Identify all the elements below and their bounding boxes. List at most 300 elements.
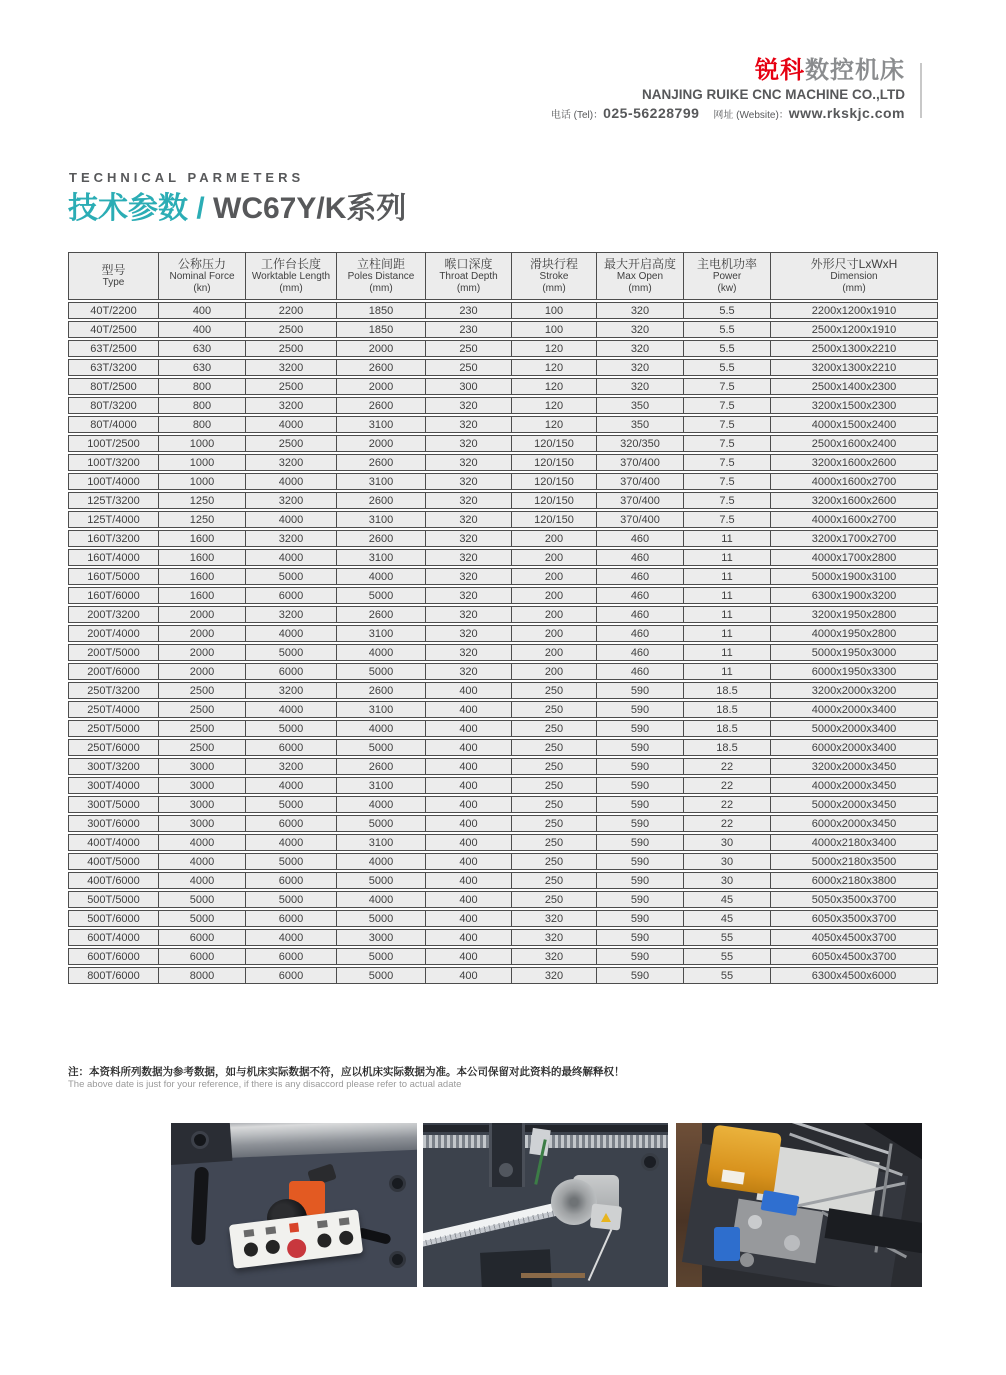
cell-worktable-length: 6000 — [245, 739, 336, 756]
corner-bracket-shape — [171, 1123, 232, 1165]
cell-max-open: 350 — [596, 397, 683, 414]
cell-poles-distance: 5000 — [336, 948, 425, 965]
cell-worktable-length: 4000 — [245, 701, 336, 718]
cell-worktable-length: 2500 — [245, 340, 336, 357]
cell-dimension: 5000x1950x3000 — [770, 644, 938, 661]
cell-poles-distance: 2600 — [336, 758, 425, 775]
cell-type: 63T/2500 — [68, 340, 158, 357]
pipe-shape — [821, 1211, 907, 1259]
cell-poles-distance: 2600 — [336, 454, 425, 471]
cell-nominal-force: 630 — [158, 359, 245, 376]
cell-throat-depth: 320 — [425, 530, 511, 547]
cell-stroke: 320 — [511, 948, 596, 965]
cell-type: 800T/6000 — [68, 967, 158, 984]
table-row — [68, 530, 938, 547]
cell-worktable-length: 6000 — [245, 587, 336, 604]
cell-worktable-length: 4000 — [245, 511, 336, 528]
cell-worktable-length: 4000 — [245, 777, 336, 794]
photo-backgauge-motor — [423, 1123, 668, 1287]
cell-dimension: 4000x2000x3400 — [770, 701, 938, 718]
motor-body-shape — [573, 1175, 619, 1215]
cell-throat-depth: 320 — [425, 568, 511, 585]
cell-dimension: 3200x1600x2600 — [770, 492, 938, 509]
cell-nominal-force: 1250 — [158, 511, 245, 528]
cell-poles-distance: 5000 — [336, 587, 425, 604]
cell-poles-distance: 3100 — [336, 511, 425, 528]
cell-poles-distance: 2600 — [336, 682, 425, 699]
cell-poles-distance: 5000 — [336, 663, 425, 680]
cell-stroke: 100 — [511, 321, 596, 338]
cell-throat-depth: 320 — [425, 644, 511, 661]
cell-poles-distance: 5000 — [336, 739, 425, 756]
cell-power: 11 — [683, 530, 770, 547]
green-wire-shape — [534, 1139, 546, 1185]
table-row — [68, 378, 938, 395]
cell-max-open: 590 — [596, 853, 683, 870]
table-row — [68, 302, 938, 319]
cell-throat-depth: 400 — [425, 701, 511, 718]
cell-type: 250T/5000 — [68, 720, 158, 737]
pipe-shape — [774, 1123, 889, 1154]
cell-nominal-force: 1600 — [158, 587, 245, 604]
cell-type: 160T/6000 — [68, 587, 158, 604]
cell-type: 200T/5000 — [68, 644, 158, 661]
cell-dimension: 6000x1950x3300 — [770, 663, 938, 680]
cell-max-open: 590 — [596, 682, 683, 699]
cell-stroke: 200 — [511, 530, 596, 547]
cell-dimension: 3200x1500x2300 — [770, 397, 938, 414]
cell-poles-distance: 1850 — [336, 302, 425, 319]
cell-stroke: 200 — [511, 663, 596, 680]
cell-max-open: 320 — [596, 340, 683, 357]
cell-worktable-length: 5000 — [245, 891, 336, 908]
cell-worktable-length: 4000 — [245, 549, 336, 566]
cell-power: 7.5 — [683, 435, 770, 452]
cell-power: 22 — [683, 815, 770, 832]
cell-throat-depth: 400 — [425, 967, 511, 984]
cell-power: 30 — [683, 853, 770, 870]
floor-shape — [676, 1123, 702, 1287]
cell-worktable-length: 3200 — [245, 492, 336, 509]
cell-power: 11 — [683, 625, 770, 642]
cell-max-open: 590 — [596, 967, 683, 984]
cell-dimension: 6050x3500x3700 — [770, 910, 938, 927]
cell-stroke: 250 — [511, 872, 596, 889]
table-row — [68, 587, 938, 604]
cell-worktable-length: 5000 — [245, 720, 336, 737]
table-row — [68, 435, 938, 452]
cell-stroke: 250 — [511, 891, 596, 908]
lower-panel-shape — [480, 1249, 552, 1287]
cell-throat-depth: 320 — [425, 435, 511, 452]
valve-manifold-shape — [730, 1199, 823, 1264]
cell-poles-distance: 2600 — [336, 530, 425, 547]
photo-hydraulic-system — [676, 1123, 922, 1287]
column-header-worktable-length: 工作台长度 Worktable Length (mm) — [245, 252, 336, 300]
table-row — [68, 568, 938, 585]
cell-type: 40T/2200 — [68, 302, 158, 319]
cell-type: 160T/3200 — [68, 530, 158, 547]
cell-type: 500T/5000 — [68, 891, 158, 908]
table-row — [68, 682, 938, 699]
cell-type: 125T/4000 — [68, 511, 158, 528]
cell-throat-depth: 320 — [425, 625, 511, 642]
linear-scale-shape — [423, 1190, 612, 1252]
cell-worktable-length: 5000 — [245, 568, 336, 585]
cell-nominal-force: 1600 — [158, 530, 245, 547]
table-row — [68, 321, 938, 338]
cell-type: 250T/6000 — [68, 739, 158, 756]
table-row — [68, 359, 938, 376]
tel-value: 025-56228799 — [603, 105, 700, 121]
cell-max-open: 590 — [596, 739, 683, 756]
cell-worktable-length: 3200 — [245, 758, 336, 775]
cell-type: 160T/5000 — [68, 568, 158, 585]
cell-dimension: 3200x1700x2700 — [770, 530, 938, 547]
cell-type: 400T/4000 — [68, 834, 158, 851]
cell-poles-distance: 2600 — [336, 397, 425, 414]
cell-dimension: 6300x4500x6000 — [770, 967, 938, 984]
cell-dimension: 5050x3500x3700 — [770, 891, 938, 908]
cell-poles-distance: 4000 — [336, 568, 425, 585]
cell-throat-depth: 400 — [425, 720, 511, 737]
cell-max-open: 460 — [596, 568, 683, 585]
cell-nominal-force: 2500 — [158, 739, 245, 756]
cell-worktable-length: 5000 — [245, 644, 336, 661]
cell-nominal-force: 4000 — [158, 853, 245, 870]
cell-poles-distance: 5000 — [336, 872, 425, 889]
cell-nominal-force: 2000 — [158, 606, 245, 623]
cell-type: 80T/2500 — [68, 378, 158, 395]
cell-power: 11 — [683, 644, 770, 661]
cell-worktable-length: 4000 — [245, 473, 336, 490]
cell-power: 7.5 — [683, 416, 770, 433]
cell-max-open: 460 — [596, 587, 683, 604]
cell-type: 250T/3200 — [68, 682, 158, 699]
table-row — [68, 644, 938, 661]
cell-nominal-force: 800 — [158, 416, 245, 433]
cell-poles-distance: 2000 — [336, 435, 425, 452]
cell-power: 7.5 — [683, 454, 770, 471]
button-panel-shape — [229, 1209, 363, 1269]
cell-worktable-length: 3200 — [245, 454, 336, 471]
cell-stroke: 250 — [511, 796, 596, 813]
cell-nominal-force: 4000 — [158, 834, 245, 851]
blue-solenoid-shape — [761, 1190, 800, 1216]
cell-nominal-force: 2500 — [158, 720, 245, 737]
cell-stroke: 120/150 — [511, 454, 596, 471]
cell-dimension: 4000x1600x2700 — [770, 511, 938, 528]
lead-screw-shape — [423, 1135, 668, 1148]
cell-throat-depth: 320 — [425, 606, 511, 623]
cell-stroke: 100 — [511, 302, 596, 319]
frame-beam-shape — [827, 1123, 922, 1169]
table-row — [68, 416, 938, 433]
table-row — [68, 967, 938, 984]
table-row — [68, 929, 938, 946]
technical-parameters-table — [68, 250, 938, 986]
cell-poles-distance: 5000 — [336, 967, 425, 984]
table-row — [68, 663, 938, 680]
cell-poles-distance: 3100 — [336, 549, 425, 566]
cell-nominal-force: 8000 — [158, 967, 245, 984]
cell-dimension: 4000x1500x2400 — [770, 416, 938, 433]
cell-type: 200T/6000 — [68, 663, 158, 680]
junction-box-shape — [590, 1203, 622, 1230]
cell-nominal-force: 6000 — [158, 948, 245, 965]
cell-max-open: 350 — [596, 416, 683, 433]
cell-nominal-force: 2500 — [158, 701, 245, 718]
cell-worktable-length: 2500 — [245, 321, 336, 338]
column-header-poles-distance: 立柱间距 Poles Distance (mm) — [336, 252, 425, 300]
website-label: 网址 (Website)： — [713, 110, 789, 121]
table-row — [68, 473, 938, 490]
bolt-shape — [499, 1163, 513, 1177]
cell-stroke: 120 — [511, 378, 596, 395]
cell-throat-depth: 400 — [425, 739, 511, 756]
table-row — [68, 625, 938, 642]
cell-power: 30 — [683, 872, 770, 889]
cell-power: 11 — [683, 587, 770, 604]
cable-shape — [356, 1227, 391, 1245]
cell-dimension: 2200x1200x1910 — [770, 302, 938, 319]
photo-control-pendant — [171, 1123, 417, 1287]
cell-stroke: 120/150 — [511, 492, 596, 509]
brand-logo-cn-gray: 数控机床 — [805, 57, 905, 84]
cell-worktable-length: 3200 — [245, 397, 336, 414]
cell-poles-distance: 1850 — [336, 321, 425, 338]
cell-worktable-length: 2200 — [245, 302, 336, 319]
cell-worktable-length: 6000 — [245, 967, 336, 984]
cell-type: 125T/3200 — [68, 492, 158, 509]
brand-logo-cn-red: 锐科 — [755, 57, 805, 84]
cell-max-open: 460 — [596, 530, 683, 547]
section-eyebrow: TECHNICAL PARMETERS — [69, 170, 305, 185]
table-row — [68, 720, 938, 737]
cell-power: 5.5 — [683, 302, 770, 319]
cell-stroke: 120/150 — [511, 435, 596, 452]
cell-power: 18.5 — [683, 720, 770, 737]
cell-max-open: 460 — [596, 644, 683, 661]
cell-max-open: 460 — [596, 625, 683, 642]
cell-type: 400T/5000 — [68, 853, 158, 870]
cell-poles-distance: 3000 — [336, 929, 425, 946]
pump-label-shape — [721, 1170, 744, 1185]
cell-nominal-force: 3000 — [158, 777, 245, 794]
cell-power: 5.5 — [683, 359, 770, 376]
cell-throat-depth: 250 — [425, 359, 511, 376]
table-row — [68, 815, 938, 832]
cell-poles-distance: 4000 — [336, 644, 425, 661]
cell-type: 300T/4000 — [68, 777, 158, 794]
cell-stroke: 250 — [511, 777, 596, 794]
cell-nominal-force: 800 — [158, 397, 245, 414]
cell-throat-depth: 250 — [425, 340, 511, 357]
cell-worktable-length: 4000 — [245, 625, 336, 642]
cell-worktable-length: 4000 — [245, 929, 336, 946]
cell-dimension: 4000x1600x2700 — [770, 473, 938, 490]
table-row — [68, 397, 938, 414]
cell-type: 300T/5000 — [68, 796, 158, 813]
cell-stroke: 250 — [511, 701, 596, 718]
cell-throat-depth: 400 — [425, 872, 511, 889]
cell-poles-distance: 4000 — [336, 720, 425, 737]
brand-header — [551, 57, 905, 121]
table-row — [68, 910, 938, 927]
footnote-en: The above date is just for your reference, if there is any disaccord please refer to actual adate — [68, 1079, 462, 1090]
cell-stroke: 120 — [511, 416, 596, 433]
table-row — [68, 606, 938, 623]
cell-poles-distance: 3100 — [336, 834, 425, 851]
cell-worktable-length: 3200 — [245, 606, 336, 623]
cell-power: 18.5 — [683, 682, 770, 699]
cell-stroke: 320 — [511, 929, 596, 946]
machine-beam-shape — [171, 1123, 417, 1161]
cell-nominal-force: 800 — [158, 378, 245, 395]
cell-stroke: 250 — [511, 739, 596, 756]
bolt-shape — [191, 1131, 209, 1149]
cell-throat-depth: 320 — [425, 549, 511, 566]
contact-line — [551, 105, 905, 121]
cell-power: 5.5 — [683, 321, 770, 338]
cell-throat-depth: 320 — [425, 416, 511, 433]
table-row — [68, 511, 938, 528]
cell-poles-distance: 5000 — [336, 910, 425, 927]
cell-dimension: 6000x2000x3450 — [770, 815, 938, 832]
cell-dimension: 4000x2000x3450 — [770, 777, 938, 794]
cell-type: 600T/4000 — [68, 929, 158, 946]
cell-throat-depth: 230 — [425, 321, 511, 338]
blue-solenoid-shape — [714, 1227, 740, 1261]
cell-poles-distance: 3100 — [336, 701, 425, 718]
cell-throat-depth: 320 — [425, 397, 511, 414]
cell-poles-distance: 3100 — [336, 777, 425, 794]
cell-nominal-force: 1000 — [158, 454, 245, 471]
cell-nominal-force: 5000 — [158, 891, 245, 908]
cell-dimension: 3200x2000x3450 — [770, 758, 938, 775]
table-row — [68, 549, 938, 566]
cell-max-open: 370/400 — [596, 454, 683, 471]
cell-dimension: 5000x1900x3100 — [770, 568, 938, 585]
cell-stroke: 120/150 — [511, 473, 596, 490]
cell-dimension: 6000x2180x3800 — [770, 872, 938, 889]
cell-worktable-length: 6000 — [245, 910, 336, 927]
cell-max-open: 370/400 — [596, 511, 683, 528]
cell-dimension: 2500x1400x2300 — [770, 378, 938, 395]
cell-max-open: 320 — [596, 378, 683, 395]
cell-power: 11 — [683, 568, 770, 585]
cell-poles-distance: 3100 — [336, 416, 425, 433]
cell-worktable-length: 6000 — [245, 872, 336, 889]
cell-stroke: 250 — [511, 682, 596, 699]
cell-max-open: 590 — [596, 872, 683, 889]
cell-nominal-force: 3000 — [158, 758, 245, 775]
cell-nominal-force: 3000 — [158, 815, 245, 832]
pipe-shape — [874, 1143, 892, 1252]
cell-poles-distance: 4000 — [336, 796, 425, 813]
cell-type: 63T/3200 — [68, 359, 158, 376]
cell-throat-depth: 230 — [425, 302, 511, 319]
cell-nominal-force: 2000 — [158, 625, 245, 642]
cell-throat-depth: 400 — [425, 929, 511, 946]
cell-power: 11 — [683, 606, 770, 623]
cell-power: 22 — [683, 777, 770, 794]
footnote — [68, 1066, 625, 1091]
cell-throat-depth: 320 — [425, 663, 511, 680]
bronze-strip-shape — [521, 1273, 585, 1278]
cell-max-open: 460 — [596, 663, 683, 680]
cell-dimension: 3200x2000x3200 — [770, 682, 938, 699]
cell-max-open: 590 — [596, 891, 683, 908]
black-knob-shape — [267, 1199, 307, 1237]
column-header-dimension: 外形尺寸LxWxH Dimension (mm) — [770, 252, 938, 300]
cell-stroke: 250 — [511, 834, 596, 851]
table-row — [68, 872, 938, 889]
wire-shape — [588, 1229, 613, 1281]
cell-dimension: 5000x2180x3500 — [770, 853, 938, 870]
cell-max-open: 320/350 — [596, 435, 683, 452]
cell-poles-distance: 4000 — [336, 853, 425, 870]
cell-nominal-force: 400 — [158, 321, 245, 338]
cell-throat-depth: 300 — [425, 378, 511, 395]
cell-max-open: 590 — [596, 796, 683, 813]
cell-throat-depth: 400 — [425, 815, 511, 832]
cell-max-open: 590 — [596, 777, 683, 794]
footnote-cn: 注：本资料所列数据为参考数据，如与机床实际数据不符，应以机床实际数据为准。本公司保留对此资料的最终解释权！ — [68, 1066, 625, 1078]
cell-dimension: 6000x2000x3400 — [770, 739, 938, 756]
cell-stroke: 320 — [511, 967, 596, 984]
column-header-power: 主电机功率 Power (kw) — [683, 252, 770, 300]
cell-nominal-force: 1250 — [158, 492, 245, 509]
brand-logo — [755, 57, 905, 85]
cell-power: 55 — [683, 967, 770, 984]
fitting-shape — [740, 1253, 754, 1267]
cell-power: 18.5 — [683, 701, 770, 718]
cell-poles-distance: 3100 — [336, 473, 425, 490]
cell-type: 160T/4000 — [68, 549, 158, 566]
cell-type: 100T/2500 — [68, 435, 158, 452]
cell-stroke: 320 — [511, 910, 596, 927]
cell-stroke: 200 — [511, 568, 596, 585]
cell-poles-distance: 5000 — [336, 815, 425, 832]
cell-dimension: 3200x1950x2800 — [770, 606, 938, 623]
cell-nominal-force: 2000 — [158, 644, 245, 661]
cell-stroke: 200 — [511, 549, 596, 566]
cell-dimension: 3200x1300x2210 — [770, 359, 938, 376]
cell-dimension: 3200x1600x2600 — [770, 454, 938, 471]
cell-nominal-force: 6000 — [158, 929, 245, 946]
mount-plate-shape — [756, 1144, 879, 1217]
cell-max-open: 590 — [596, 929, 683, 946]
cell-throat-depth: 400 — [425, 777, 511, 794]
column-header-max-open: 最大开启高度 Max Open (mm) — [596, 252, 683, 300]
fitting-shape — [748, 1215, 762, 1229]
cell-max-open: 370/400 — [596, 492, 683, 509]
cell-power: 7.5 — [683, 492, 770, 509]
cell-dimension: 2500x1600x2400 — [770, 435, 938, 452]
cell-type: 100T/4000 — [68, 473, 158, 490]
cell-worktable-length: 6000 — [245, 948, 336, 965]
cell-max-open: 590 — [596, 948, 683, 965]
cell-max-open: 590 — [596, 834, 683, 851]
cell-stroke: 250 — [511, 815, 596, 832]
cell-type: 40T/2500 — [68, 321, 158, 338]
cell-type: 300T/3200 — [68, 758, 158, 775]
cell-dimension: 2500x1300x2210 — [770, 340, 938, 357]
page-title-series: WC67Y/K系列 — [213, 192, 407, 225]
bolt-shape — [641, 1153, 659, 1171]
cell-worktable-length: 3200 — [245, 359, 336, 376]
